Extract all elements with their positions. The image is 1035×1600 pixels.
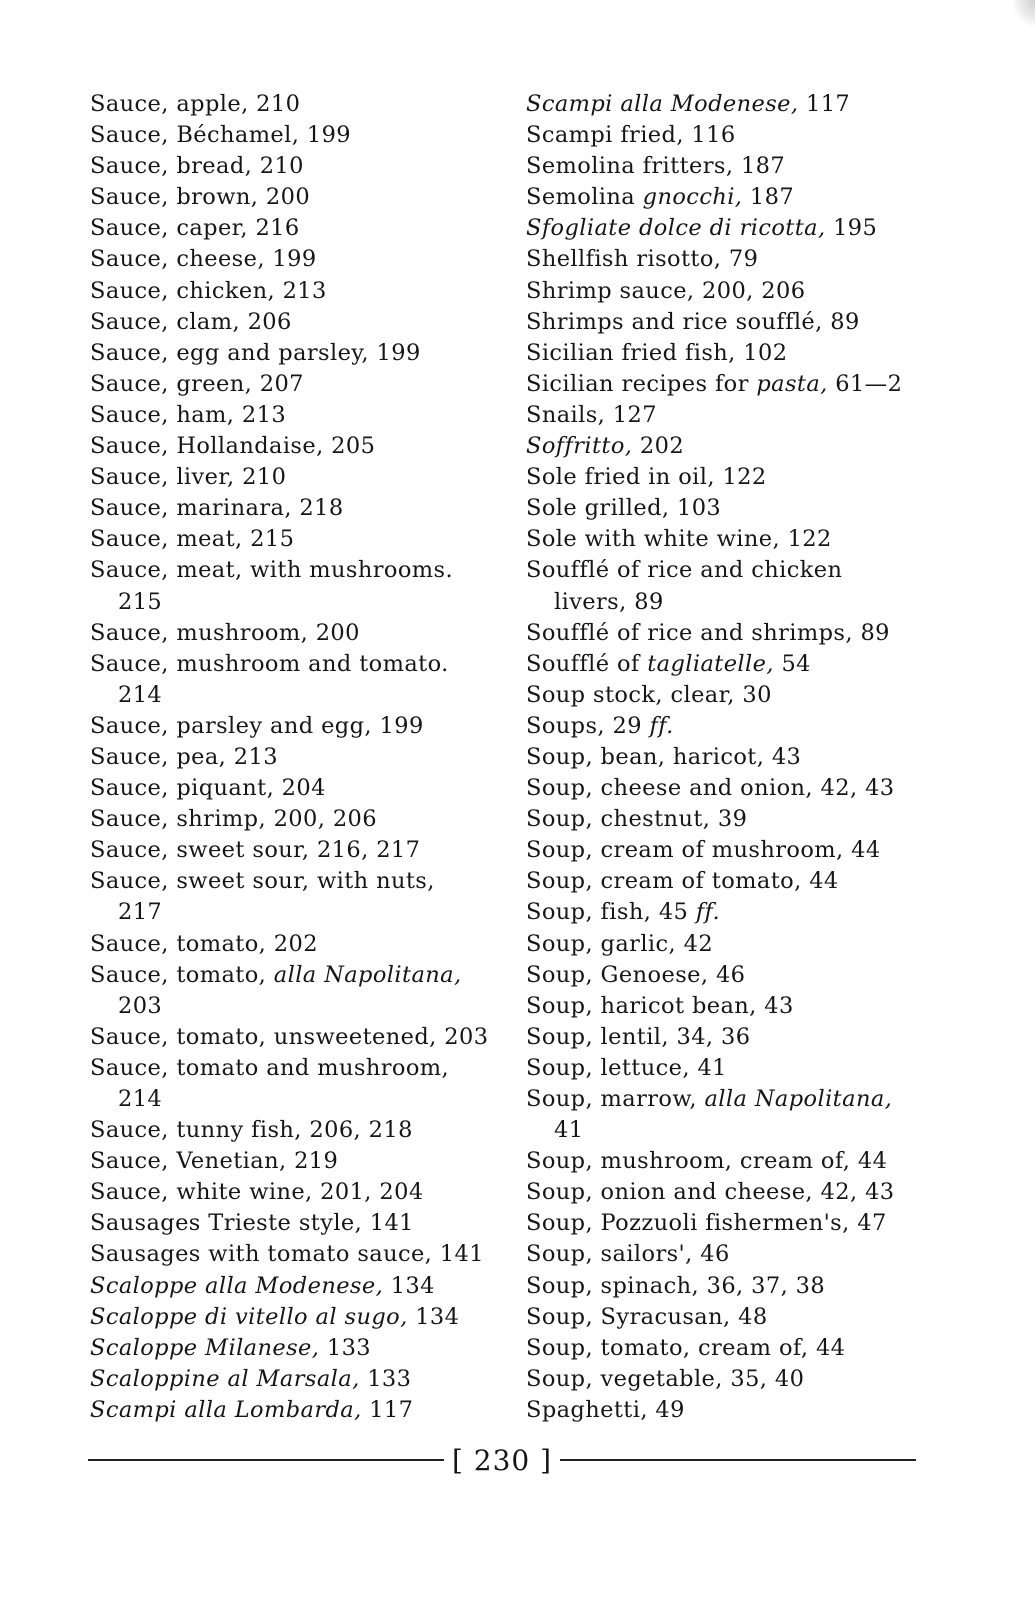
index-entry-italic-text: ff. xyxy=(649,712,674,739)
index-entry: Sauce, caper, 216 xyxy=(90,215,300,242)
index-entry: Spaghetti, 49 xyxy=(526,1396,685,1423)
index-entry-italic-text: gnocchi, xyxy=(642,184,743,211)
index-entry: Sausages Trieste style, 141 xyxy=(90,1210,414,1237)
index-entry-italic-text: Scaloppe Milanese, xyxy=(90,1334,320,1361)
index-entry xyxy=(90,1271,510,1302)
index-entry-text: 54 xyxy=(773,650,811,677)
index-entry: Soufflé of rice and chicken xyxy=(526,557,843,584)
index-entry-italic-text: Scampi alla Lombarda, xyxy=(90,1396,362,1423)
index-entry: Shrimps and rice soufflé, 89 xyxy=(526,308,860,335)
index-entry-text: Soups, 29 xyxy=(526,712,650,739)
index-entry: Snails, 127 xyxy=(526,401,657,428)
index-entry: Soup, cream of mushroom, 44 xyxy=(526,837,881,864)
index-entry: Soup, onion and cheese, 42, 43 xyxy=(526,1179,895,1206)
index-entry: Soup, tomato, cream of, 44 xyxy=(526,1334,846,1361)
index-entry: Soup, cheese and onion, 42, 43 xyxy=(526,775,895,802)
index-entry xyxy=(90,960,510,991)
index-entry xyxy=(526,711,946,742)
index-entry: Sauce, tomato, unsweetened, 203 xyxy=(90,1023,489,1050)
index-entry-italic-text: tagliatelle, xyxy=(647,650,774,677)
index-entry: Sauce, shrimp, 200, 206 xyxy=(90,806,377,833)
index-entry-text: 133 xyxy=(359,1365,412,1392)
index-entry-italic-text: Sfogliate dolce di ricotta, xyxy=(526,215,826,242)
index-entry-text: 133 xyxy=(319,1334,372,1361)
index-entry-italic-text: ff. xyxy=(695,899,721,926)
index-entry: Sauce, sweet sour, 216, 217 xyxy=(90,837,421,864)
index-entry: Sauce, tomato, 202 xyxy=(90,930,318,957)
index-entry xyxy=(90,1395,510,1426)
index-entry: Sauce, mushroom and tomato. xyxy=(90,650,449,677)
index-entry-continuation: 203 xyxy=(118,992,163,1019)
index-entry: Sole grilled, 103 xyxy=(526,495,722,522)
index-entry-text: 134 xyxy=(383,1272,435,1299)
index-entry-continuation: 41 xyxy=(554,1117,584,1144)
index-entry-italic-text: alla Napolitana, xyxy=(704,1086,893,1112)
index-entry-text: Soup, fish, 45 xyxy=(526,899,696,926)
index-entry: Sauce, liver, 210 xyxy=(90,464,287,491)
index-entry-text: 195 xyxy=(825,215,878,242)
index-entry: Soup, vegetable, 35, 40 xyxy=(526,1365,805,1392)
index-entry xyxy=(90,1333,510,1364)
index-entry-text: Sicilian recipes for xyxy=(526,370,757,397)
index-entry: Semolina fritters, 187 xyxy=(526,153,786,180)
index-entry: Soup, bean, haricot, 43 xyxy=(526,743,802,770)
index-entry: Soup, Syracusan, 48 xyxy=(526,1303,768,1330)
page-footer xyxy=(88,1440,916,1480)
index-entry xyxy=(526,213,946,244)
index-entry: Soup, spinach, 36, 37, 38 xyxy=(526,1272,826,1299)
index-entry: Sauce, green, 207 xyxy=(90,370,304,397)
footer-rule-left xyxy=(88,1459,444,1461)
index-entry-italic-text: Scaloppe di vitello al sugo, xyxy=(90,1303,408,1330)
index-entry: Sauce, egg and parsley, 199 xyxy=(90,339,421,366)
index-entry: Sauce, piquant, 204 xyxy=(90,775,326,802)
index-entry: Sauce, parsley and egg, 199 xyxy=(90,712,424,739)
index-entry: Soufflé of rice and shrimps, 89 xyxy=(526,619,890,646)
index-entry xyxy=(526,1084,946,1115)
index-entry: Sauce, sweet sour, with nuts, xyxy=(90,868,435,895)
page-corner-smudge xyxy=(1013,0,1035,26)
index-entry-text: 187 xyxy=(742,184,795,211)
index-entry: Sole fried in oil, 122 xyxy=(526,464,767,491)
index-entry: Sauce, cheese, 199 xyxy=(90,246,317,273)
index-entry: Sausages with tomato sauce, 141 xyxy=(90,1241,484,1268)
index-entry: Sauce, mushroom, 200 xyxy=(90,619,360,646)
index-entry xyxy=(526,897,946,928)
index-entry-continuation: 217 xyxy=(118,899,163,926)
index-entry: Shellfish risotto, 79 xyxy=(526,246,759,273)
index-column-right xyxy=(526,89,946,1426)
index-entry: Soup, Genoese, 46 xyxy=(526,961,746,988)
index-entry-italic-text: alla Napolitana, xyxy=(273,961,462,988)
page-number: [ 230 ] xyxy=(451,1443,553,1477)
index-entry-italic-text: pasta, xyxy=(756,370,828,397)
index-entry: Soup, mushroom, cream of, 44 xyxy=(526,1148,888,1175)
index-entry: Sauce, Béchamel, 199 xyxy=(90,122,351,149)
index-entry-text: 202 xyxy=(632,433,685,460)
index-entry-continuation: 214 xyxy=(118,681,163,708)
index-entry: Soup, lettuce, 41 xyxy=(526,1054,727,1081)
index-entry-text: 117 xyxy=(798,91,851,117)
index-entry: Sauce, clam, 206 xyxy=(90,308,292,335)
index-entry: Sauce, marinara, 218 xyxy=(90,495,344,522)
index-entry-italic-text: Scaloppe alla Modenese, xyxy=(90,1272,384,1299)
index-entry-continuation: livers, 89 xyxy=(554,588,664,615)
index-entry xyxy=(526,369,946,400)
index-entry: Sauce, brown, 200 xyxy=(90,184,311,211)
index-entry xyxy=(526,89,946,120)
index-entry-continuation: 214 xyxy=(118,1086,163,1112)
index-entry: Soup, cream of tomato, 44 xyxy=(526,868,839,895)
index-entry: Sole with white wine, 122 xyxy=(526,526,832,553)
index-entry: Shrimp sauce, 200, 206 xyxy=(526,277,806,304)
index-entry: Sauce, meat, with mushrooms. xyxy=(90,557,454,584)
index-column-left xyxy=(90,89,510,1426)
index-entry-continuation: 215 xyxy=(118,588,163,615)
index-entry xyxy=(90,1302,510,1333)
index-entry: Sauce, tunny fish, 206, 218 xyxy=(90,1117,413,1144)
index-entry: Sauce, white wine, 201, 204 xyxy=(90,1179,424,1206)
index-entry: Sauce, Venetian, 219 xyxy=(90,1148,339,1175)
footer-rule-right xyxy=(560,1459,916,1461)
index-entry: Sauce, pea, 213 xyxy=(90,743,278,770)
index-entry-text: 117 xyxy=(361,1396,414,1423)
index-entry-italic-text: Scaloppine al Marsala, xyxy=(90,1365,360,1392)
index-entry-italic-text: Soffritto, xyxy=(526,433,633,460)
index-entry xyxy=(90,1364,510,1395)
index-entry xyxy=(526,649,946,680)
index-entry: Soup, garlic, 42 xyxy=(526,930,714,957)
index-entry: Soup, haricot bean, 43 xyxy=(526,992,794,1019)
index-entry: Soup, Pozzuoli fishermen's, 47 xyxy=(526,1210,887,1237)
index-entry: Soup stock, clear, 30 xyxy=(526,681,772,708)
index-entry-text: Semolina xyxy=(526,184,643,211)
index-entry: Soup, chestnut, 39 xyxy=(526,806,748,833)
index-entry: Sicilian fried fish, 102 xyxy=(526,339,788,366)
index-entry-italic-text: Scampi alla Modenese, xyxy=(526,91,799,117)
index-entry-text: Sauce, tomato, xyxy=(90,961,274,988)
index-entry-text: 61—2 xyxy=(827,370,903,397)
index-entry xyxy=(526,431,946,462)
index-entry: Sauce, ham, 213 xyxy=(90,401,287,428)
index-entry: Soup, lentil, 34, 36 xyxy=(526,1023,751,1050)
index-entry: Scampi fried, 116 xyxy=(526,122,736,149)
index-entry-text: 134 xyxy=(407,1303,460,1330)
index-entry: Sauce, Hollandaise, 205 xyxy=(90,433,376,460)
index-entry: Sauce, chicken, 213 xyxy=(90,277,327,304)
index-entry: Sauce, apple, 210 xyxy=(90,91,301,117)
index-entry: Soup, sailors', 46 xyxy=(526,1241,730,1268)
index-entry xyxy=(526,182,946,213)
index-entry-text: Soufflé of xyxy=(526,650,648,677)
index-entry: Sauce, bread, 210 xyxy=(90,153,304,180)
index-entry: Sauce, meat, 215 xyxy=(90,526,295,553)
index-entry: Sauce, tomato and mushroom, xyxy=(90,1054,450,1081)
index-entry-text: Soup, marrow, xyxy=(526,1086,705,1112)
